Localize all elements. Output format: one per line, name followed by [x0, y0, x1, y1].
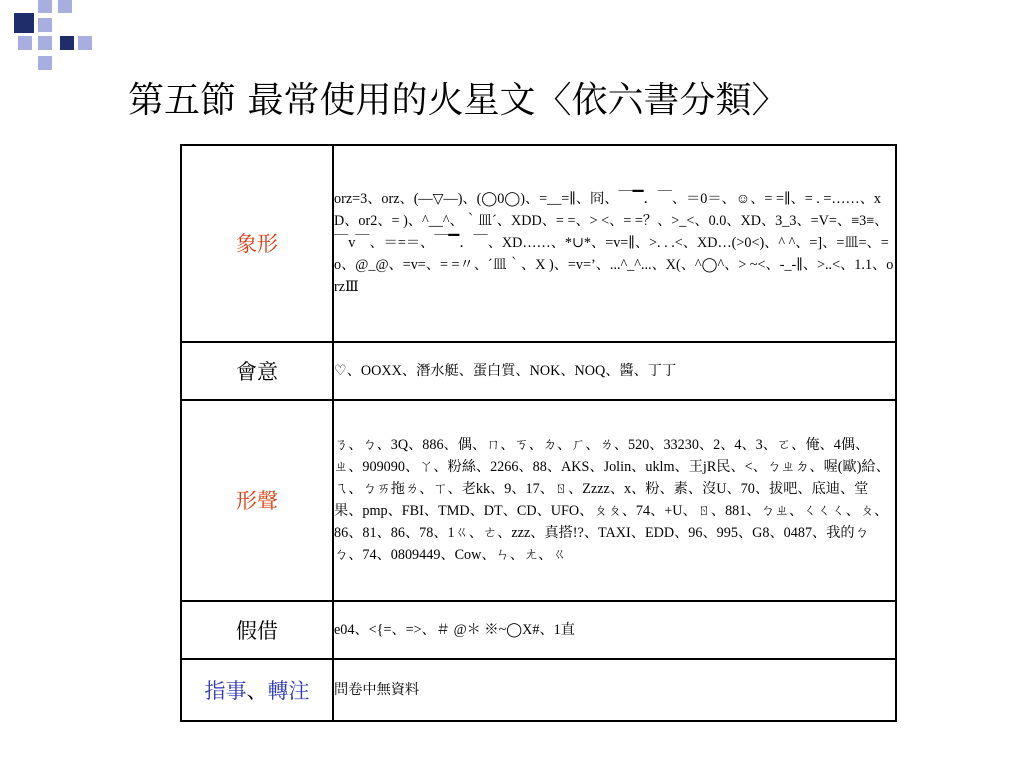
category-part: 轉注 — [267, 678, 310, 703]
category-label: 假借 — [181, 601, 333, 659]
category-examples: e04、<{=、=>、＃ @＊ ※~◯X#、1直 — [333, 601, 896, 659]
category-examples: orz=3、orz、(—▽—)、(◯0◯)、=__=∥、冏、￣▔．￣、＝0＝、☺、= =∥、= . =……、xD、or2、= )、^__^、｀皿´、XDD、= =、> <、= =？、>_<、0.0、XD、3_3、=V=、≡3≡、￣v￣、＝=＝、￣▔．￣、XD……、*∪*、=v=∥、>. . .<、XD…(>0<)、^ ^、=]、=皿=、= o、@_@、=v=、= =〃、´皿｀、X )、=v=’、...^_^...、X(、^◯^、> ~<、-_-∥、>..<、1.1、orzⅢ — [333, 145, 896, 342]
deco-square — [60, 36, 74, 50]
category-label: 形聲 — [181, 400, 333, 601]
deco-square — [58, 0, 72, 13]
table-row — [181, 145, 896, 342]
table-row — [181, 400, 896, 601]
category-label: 象形 — [181, 145, 333, 342]
category-examples: ㄋ、ㄅ、3Q、886、偶、ㄇ、ㄎ、ㄉ、ㄏ、ㄌ、520、33230、2、4、3、ㄛ、俺、4偶、ㄓ、909090、ㄚ、粉絲、2266、88、AKS、Jolin、uklm、王jR民、<、ㄅㄓㄉ、喔(歐)給、ㄟ、ㄅㄞ拖ㄌ、ㄒ、老kk、9、17、ㄖ、Zzzz、x、粉、素、沒U、70、拔吧、底迪、堂果、pmp、FBI、TMD、DT、CD、UFO、ㄆㄆ、74、+U、ㄖ、881、ㄅㄓ、ㄑㄑㄑ、ㄆ、86、81、86、78、1ㄍ、ㄜ、zzz、真搭!?、TAXI、EDD、96、995、G8、0487、我的ㄅㄅ、74、0809449、Cow、ㄣ、ㄤ、ㄍ — [333, 400, 896, 601]
slide-title: 第五節 最常使用的火星文〈依六書分類〉 — [128, 80, 788, 121]
classification-table — [180, 144, 897, 722]
deco-square — [78, 36, 92, 50]
deco-square — [14, 13, 34, 33]
category-separator: 、 — [246, 678, 268, 703]
deco-square — [38, 0, 52, 13]
deco-square — [18, 36, 32, 50]
table-row — [181, 601, 896, 659]
category-examples: ♡、OOXX、潛水艇、蛋白質、NOK、NOQ、醬、丁丁 — [333, 342, 896, 400]
deco-square — [38, 56, 52, 70]
category-examples: 問卷中無資料 — [333, 659, 896, 721]
category-label — [181, 659, 333, 721]
deco-square — [38, 18, 52, 32]
category-part: 指事 — [204, 678, 247, 703]
category-label: 會意 — [181, 342, 333, 400]
table-row — [181, 659, 896, 721]
deco-square — [38, 36, 52, 50]
table-row — [181, 342, 896, 400]
